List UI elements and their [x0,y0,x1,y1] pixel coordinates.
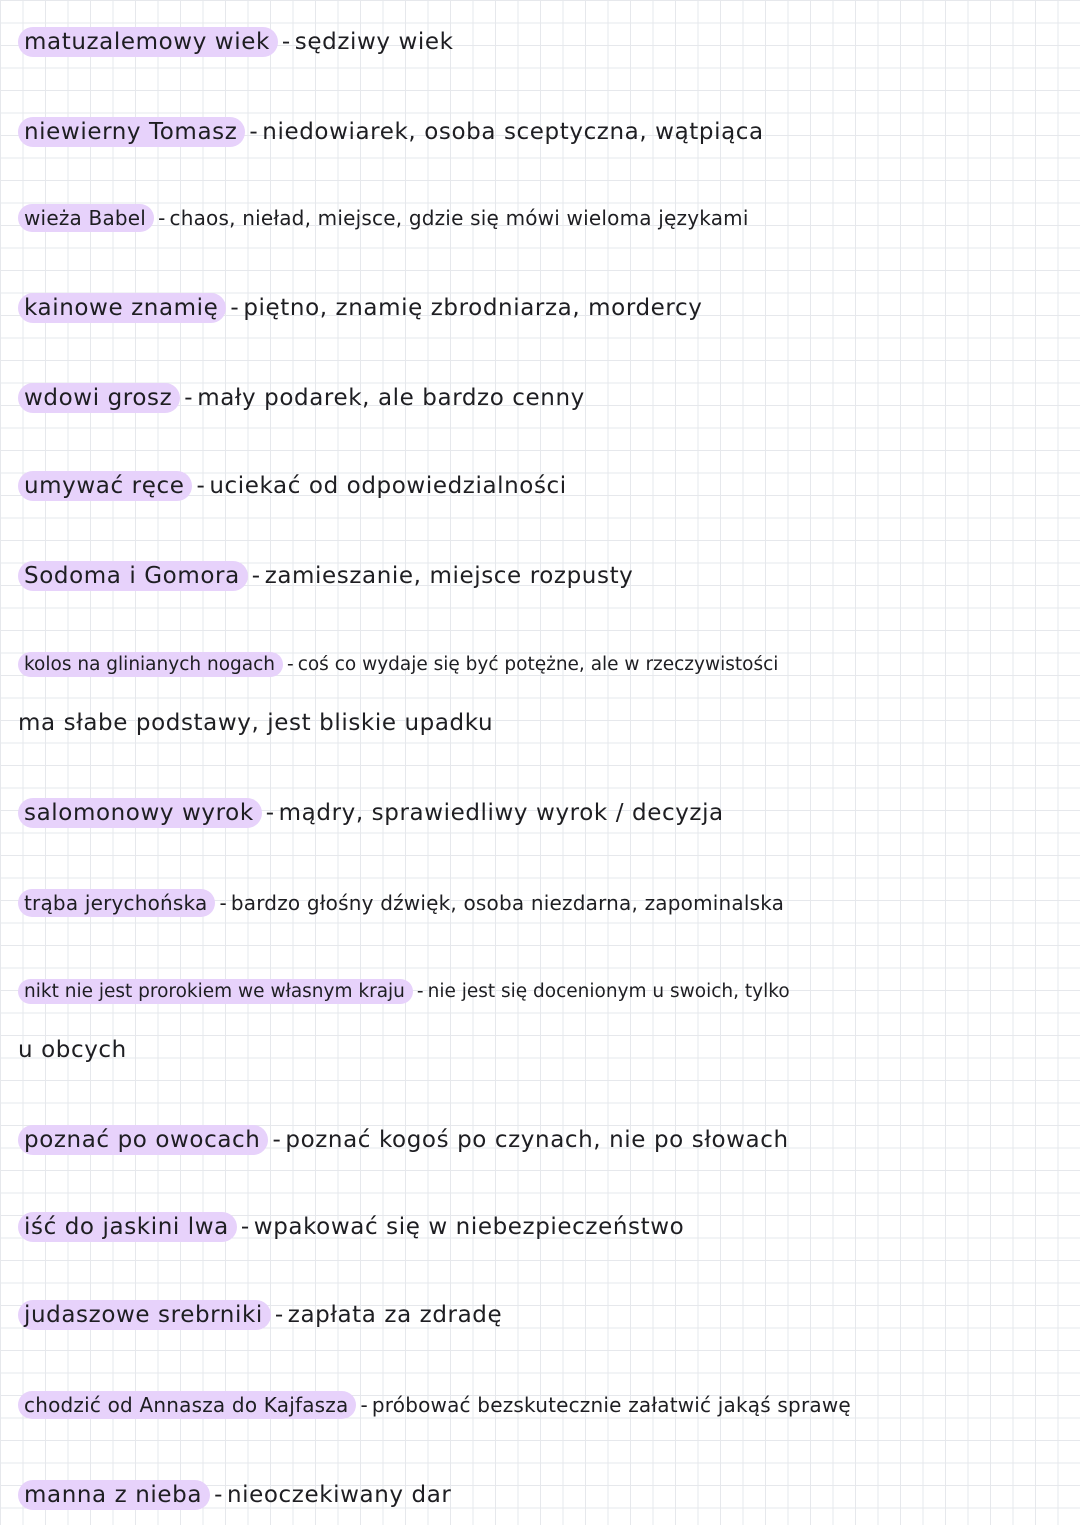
separator: - [249,119,259,145]
term-highlight: matuzalemowy wiek [18,27,278,57]
separator: - [251,563,261,589]
meaning: chaos, nieład, miejsce, gdzie się mówi wieloma językami [169,206,749,230]
entry-niewierny-tomasz [18,112,1068,152]
separator: - [281,29,291,55]
separator: - [214,1482,223,1508]
entry-chodzic-od-annasza-do-kajfasza [18,1385,1068,1425]
entry-sodoma-i-gomora [18,556,1068,596]
entry-kainowe-znamie [18,288,1068,328]
term-highlight: kolos na glinianych nogach [18,652,283,677]
meaning: próbować bezskutecznie załatwić jakąś sprawę [371,1393,851,1417]
term-highlight: chodzić od Annasza do Kajfasza [18,1391,356,1419]
separator: - [230,295,240,321]
entry-wdowi-grosz [18,378,1068,418]
term-highlight: poznać po owocach [18,1125,268,1155]
meaning: zapłata za zdradę [287,1302,503,1328]
entry-continuation: ma słabe podstawy, jest bliskie upadku [18,710,494,736]
entry-wieza-babel [18,198,1068,238]
separator: - [158,206,166,230]
separator: - [274,1302,284,1328]
meaning: poznać kogoś po czynach, nie po słowach [285,1127,789,1153]
term-highlight: salomonowy wyrok [18,798,262,828]
separator: - [287,654,294,675]
separator: - [196,473,206,499]
separator: - [240,1214,250,1240]
entry-kolos-na-glinianych-nogach [18,645,1068,685]
meaning: nieoczekiwany dar [226,1482,452,1508]
meaning: mądry, sprawiedliwy wyrok / decyzja [278,800,724,826]
meaning: zamieszanie, miejsce rozpusty [264,563,634,589]
meaning: bardzo głośny dźwięk, osoba niezdarna, zapominalska [230,891,785,915]
entry-salomonowy-wyrok [18,793,1068,833]
separator: - [272,1127,282,1153]
term-highlight: niewierny Tomasz [18,117,245,147]
term-highlight: umywać ręce [18,471,192,501]
meaning: coś co wydaje się być potężne, ale w rzeczywistości [297,654,779,675]
entry-judaszowe-srebrniki [18,1295,1068,1335]
entry-matuzalemowy-wiek [18,22,1068,62]
entry-umywac-rece [18,466,1068,506]
separator: - [416,981,424,1002]
entry-poznac-po-owocach [18,1120,1068,1160]
separator: - [184,385,194,411]
entry-isc-do-jaskini-lwa [18,1207,1068,1247]
meaning: uciekać od odpowiedzialności [209,473,567,499]
entry-manna-z-nieba [18,1475,1068,1515]
separator: - [360,1393,368,1417]
term-highlight: Sodoma i Gomora [18,561,248,591]
term-highlight: kainowe znamię [18,293,226,323]
term-highlight: manna z nieba [18,1480,210,1510]
term-highlight: iść do jaskini lwa [18,1212,237,1242]
entry-nikt-nie-jest-prorokiem [18,972,1068,1012]
meaning: sędziwy wiek [294,29,454,55]
separator: - [265,800,275,826]
term-highlight: judaszowe srebrniki [18,1300,271,1330]
meaning: nie jest się docenionym u swoich, tylko [427,981,790,1002]
entry-traba-jerychonska [18,883,1068,923]
term-highlight: wieża Babel [18,204,154,232]
term-highlight: nikt nie jest prorokiem we własnym kraju [18,979,413,1004]
entry-continuation: u obcych [18,1037,127,1063]
term-highlight: wdowi grosz [18,383,180,413]
meaning: mały podarek, ale bardzo cenny [197,385,585,411]
term-highlight: trąba jerychońska [18,889,215,917]
separator: - [219,891,227,915]
meaning: wpakować się w niebezpieczeństwo [253,1214,685,1240]
meaning: niedowiarek, osoba sceptyczna, wątpiąca [262,119,764,145]
meaning: piętno, znamię zbrodniarza, mordercy [243,295,703,321]
